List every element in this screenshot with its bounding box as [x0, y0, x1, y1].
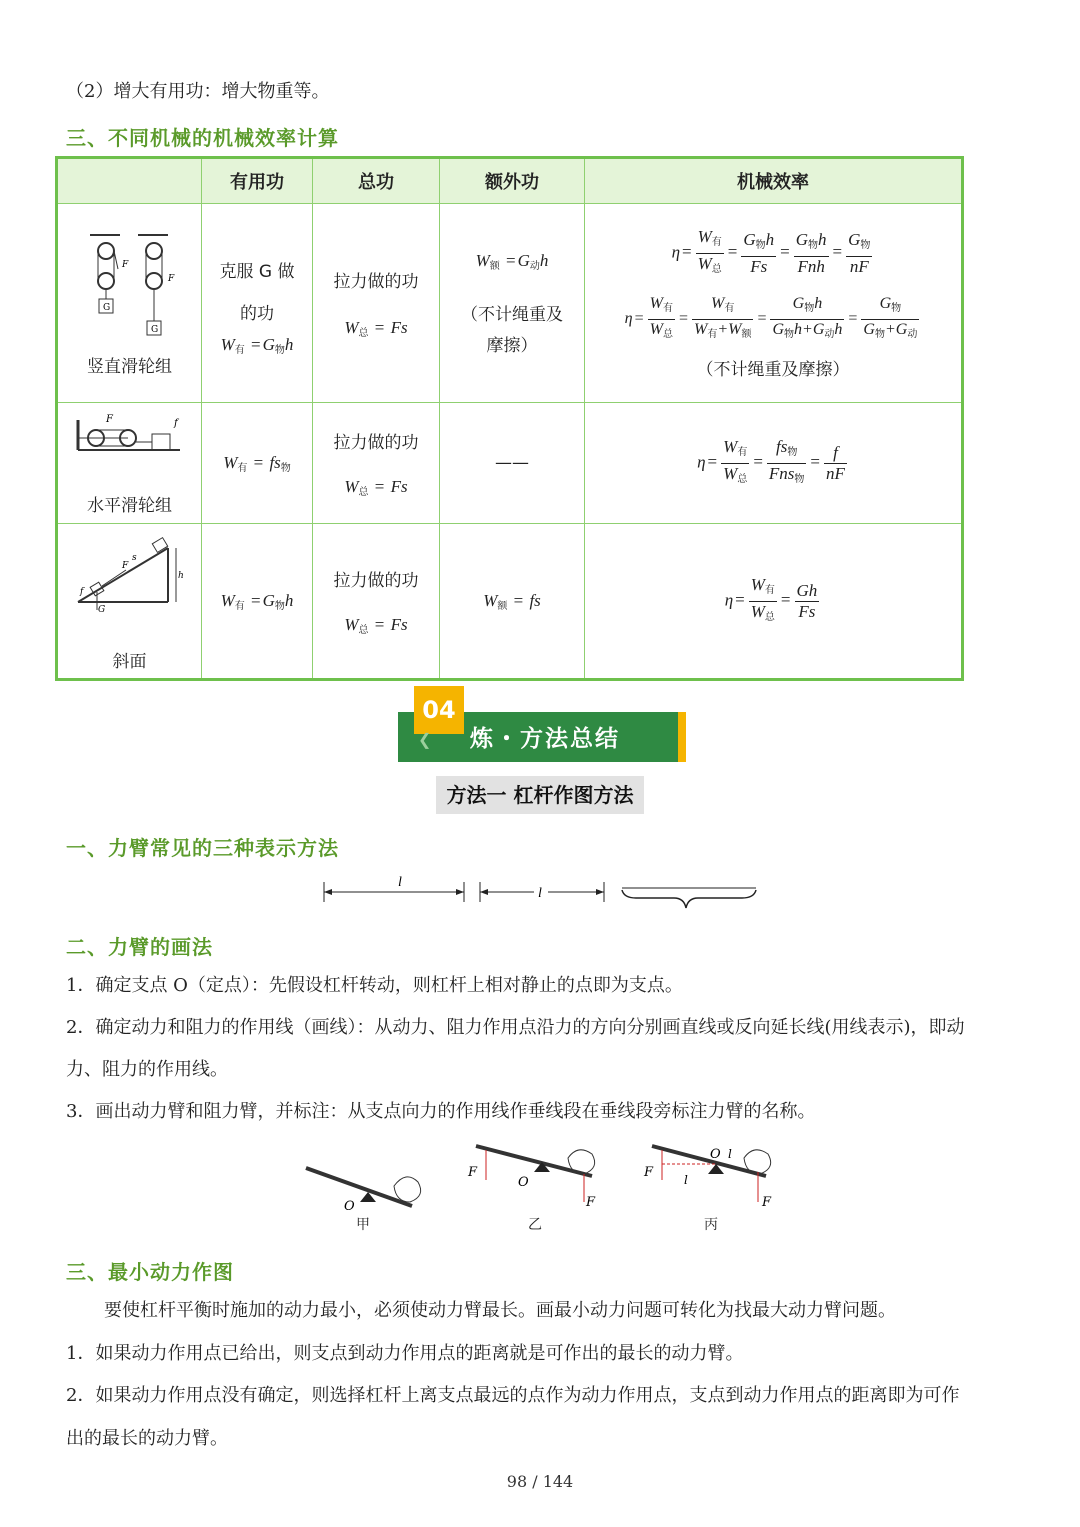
table-row	[57, 403, 963, 524]
useful-work-vertical	[202, 204, 313, 403]
table-row	[57, 204, 963, 403]
sec-c-item-1: 1．如果动力作用点已给出，则支点到动力作用点的距离就是可作出的最长的动力臂。	[66, 1343, 744, 1364]
useful-formula-incline: $W_有 = G_物h$	[220, 590, 294, 612]
svg-text:G: G	[97, 605, 105, 614]
svg-text:F: F	[167, 274, 174, 284]
svg-text:F: F	[586, 1195, 596, 1210]
lever-figure-a	[306, 1168, 421, 1214]
svg-text:O: O	[518, 1175, 529, 1190]
svg-text:l: l	[684, 1173, 688, 1187]
eff-formula-vertical-2: η = $\frac{W_有}{W_总}$ = $\frac{W_有}{W_有+W_额}$ = $\frac{G_物h}{G_物h+G_动h}$ = $\frac{G_物}{G_物+G_动}$	[585, 294, 961, 345]
banner-title: 炼・方法总结	[470, 726, 620, 752]
extra-note-vertical: （不计绳重及	[461, 304, 563, 325]
leaf-icon: ❮	[418, 730, 432, 749]
svg-text:F: F	[105, 414, 113, 425]
extra-work-horizontal	[440, 403, 585, 524]
intro-line: （2）增大有用功：增大物重等。	[66, 81, 330, 102]
section-a-title: 一、力臂常见的三种表示方法	[66, 836, 339, 860]
svg-text:O: O	[344, 1199, 355, 1214]
header-extra-work: 额外功	[440, 158, 585, 204]
arm-notation-diagram	[318, 872, 762, 916]
useful-formula-vertical: $W_有 = G_物h$	[220, 334, 294, 356]
total-text-vertical: 拉力做的功	[333, 272, 419, 292]
svg-text:F: F	[121, 260, 128, 270]
row-label-incline: 斜面	[112, 652, 147, 672]
sec-b-item-3: 3．画出动力臂和阻力臂，并标注：从支点向力的作用线作垂线段在垂线段旁标注力臂的名称。	[66, 1101, 816, 1122]
sec-c-item-2: 2．如果动力作用点没有确定，则选择杠杆上离支点最远的点作为动力作用点，支点到动力作用点的距离即为可作	[66, 1385, 960, 1406]
svg-text:h: h	[177, 571, 184, 581]
row-label-vertical-pulley: 竖直滑轮组	[87, 357, 172, 377]
useful-text2: 的功	[240, 303, 274, 324]
svg-text:s: s	[131, 553, 137, 563]
useful-text1: 克服 G 做	[219, 261, 295, 282]
table-row	[57, 524, 963, 680]
banner-number: 04	[414, 686, 464, 734]
section3-title: 三、不同机械的机械效率计算	[66, 126, 339, 150]
extra-note2-vertical: 摩擦）	[486, 335, 538, 356]
extra-formula-incline: $W_额$ = fs	[483, 590, 541, 612]
total-text-horizontal: 拉力做的功	[333, 433, 419, 453]
sec-c-item-2-cont: 出的最长的动力臂。	[66, 1428, 228, 1449]
svg-text:l: l	[398, 875, 402, 890]
horizontal-pulley-diagram	[70, 410, 190, 460]
extra-text-horizontal: ——	[495, 453, 529, 473]
svg-text:f: f	[173, 418, 178, 429]
lever-figure-c	[643, 1146, 772, 1210]
useful-work-incline	[202, 524, 313, 680]
fig-label-b: 乙	[528, 1217, 542, 1233]
svg-text:l: l	[728, 1147, 732, 1161]
eff-note-vertical: （不计绳重及摩擦）	[696, 359, 850, 380]
header-blank	[57, 158, 202, 204]
svg-text:F: F	[121, 561, 128, 571]
svg-text:F: F	[468, 1165, 478, 1180]
efficiency-incline	[585, 524, 963, 680]
header-total-work: 总功	[313, 158, 440, 204]
total-formula-horizontal: $W_总 = Fs$	[344, 477, 408, 498]
eff-formula-horizontal: η = $\frac{W_有}{W_总}$ = $\frac{fs_物}{Fns_物}$ = $\frac{f}{nF}$	[585, 437, 961, 490]
header-efficiency: 机械效率	[585, 158, 963, 204]
svg-text:G: G	[102, 303, 110, 313]
useful-formula-horizontal: $W_有 = fs_物$	[223, 452, 291, 474]
header-useful-work: 有用功	[202, 158, 313, 204]
table-header-row	[57, 158, 963, 204]
page-number: 98 / 144	[506, 1472, 574, 1491]
extra-work-incline	[440, 524, 585, 680]
total-formula-vertical: $W_总 = Fs$	[344, 318, 408, 339]
total-work-incline	[313, 524, 440, 680]
row-label-horizontal-pulley: 水平滑轮组	[87, 496, 172, 516]
eff-formula-vertical-1: η = $\frac{W_有}{W_总}$ = $\frac{G_物h}{Fs}$ = $\frac{G_物h}{\text{Fnh}}$ = $\frac{G_物}{nF}$	[585, 227, 961, 280]
total-formula-incline: $W_总 = Fs$	[344, 615, 408, 636]
vertical-pulley-diagram	[80, 229, 180, 339]
lever-figure-b	[467, 1146, 596, 1210]
total-work-vertical	[313, 204, 440, 403]
sec-b-item-2: 2．确定动力和阻力的作用线（画线）：从动力、阻力作用点沿力的方向分别画直线或反向延长线(用线表示)，即动	[66, 1017, 965, 1038]
svg-text:F: F	[644, 1165, 654, 1180]
method-title: 方法一 杠杆作图方法	[436, 776, 644, 814]
svg-text:f: f	[79, 587, 83, 597]
svg-text:l: l	[538, 886, 542, 901]
efficiency-vertical	[585, 204, 963, 403]
sec-c-intro: 要使杠杆平衡时施加的动力最小，必须使动力臂最长。画最小动力问题可转化为找最大动力臂问题。	[104, 1300, 896, 1321]
useful-work-horizontal	[202, 403, 313, 524]
sec-b-item-2-cont: 力、阻力的作用线。	[66, 1059, 228, 1080]
extra-work-vertical	[440, 204, 585, 403]
svg-text:O: O	[710, 1147, 721, 1162]
efficiency-horizontal	[585, 403, 963, 524]
fig-label-c: 丙	[704, 1217, 718, 1233]
total-text-incline: 拉力做的功	[333, 571, 419, 591]
section-b-title: 二、力臂的画法	[66, 935, 213, 959]
horizontal-pulley-cell	[57, 403, 202, 524]
svg-text:F: F	[762, 1195, 772, 1210]
efficiency-table	[55, 156, 964, 681]
incline-diagram	[70, 530, 190, 614]
extra-formula-vertical: $W_额 = G_动h$	[475, 250, 549, 272]
incline-cell	[57, 524, 202, 680]
svg-text:G: G	[150, 325, 158, 335]
total-work-horizontal	[313, 403, 440, 524]
section-c-title: 三、最小动力作图	[66, 1260, 234, 1284]
fig-label-a: 甲	[356, 1217, 370, 1233]
vertical-pulley-cell	[57, 204, 202, 403]
sec-b-item-1: 1．确定支点 O（定点）：先假设杠杆转动，则杠杆上相对静止的点即为支点。	[66, 975, 683, 996]
eff-formula-incline: η = $\frac{W_有}{W_总}$ = $\frac{Gh}{Fs}$	[585, 575, 961, 628]
